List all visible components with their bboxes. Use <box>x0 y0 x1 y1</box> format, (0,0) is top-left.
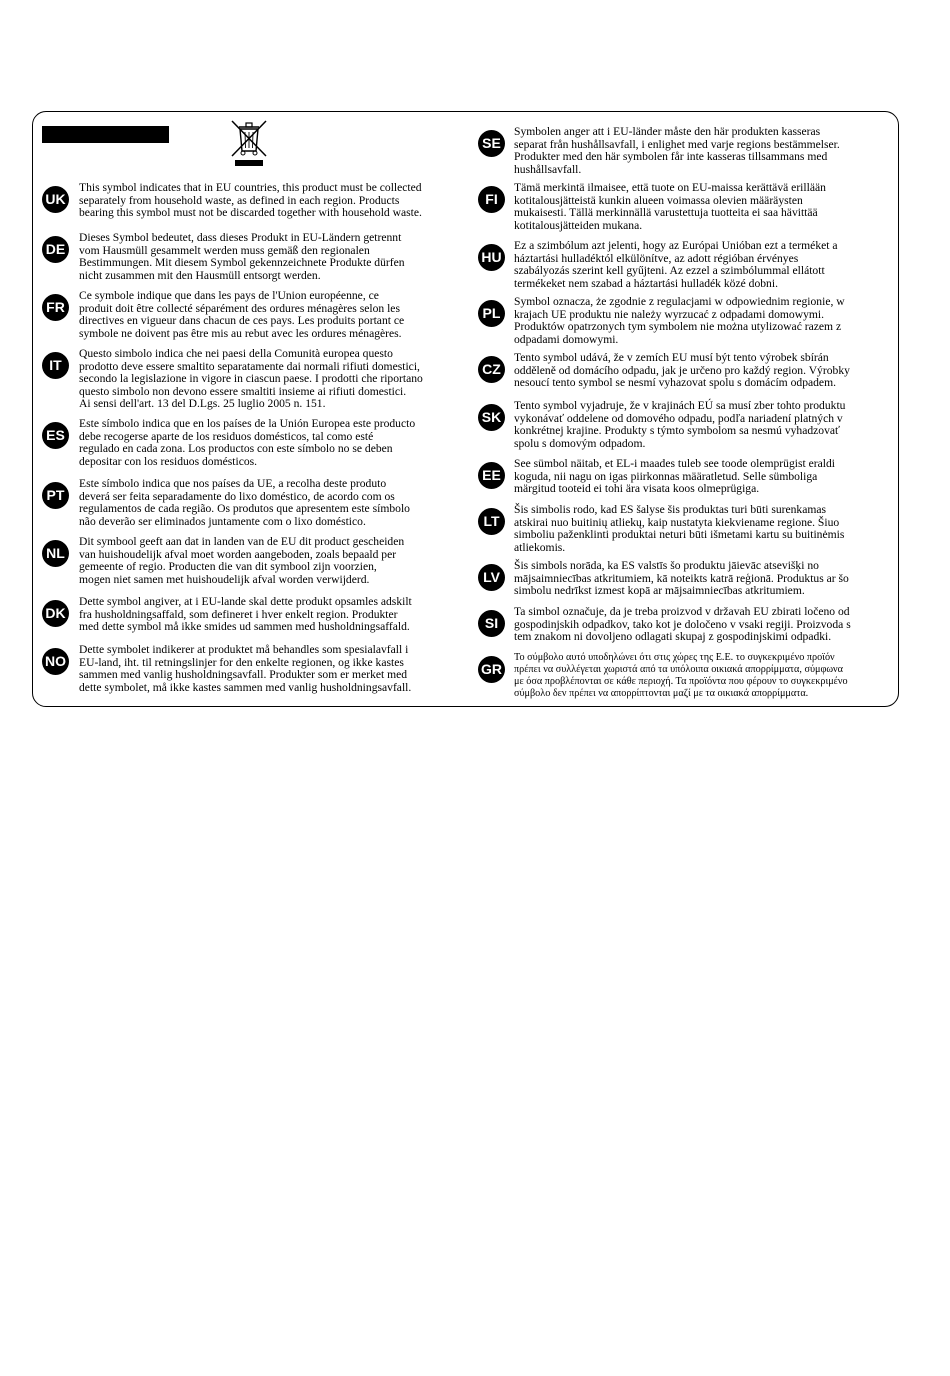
notice-text-pl: Symbol oznacza, że zgodnie z regulacjami w odpowiednim regionie, w krajach UE produktu nie należy wyrzucać z odpadami domowymi. Produktów opatrzonych tym symbolem nie można utylizować razem z odpadami domowymi. <box>514 295 845 346</box>
lang-badge-nl: NL <box>42 540 69 567</box>
lang-badge-cz: CZ <box>478 356 505 383</box>
notice-text-fr: Ce symbole indique que dans les pays de l'Union européenne, ce produit doit être collecté séparément des ordures ménagères selon les directives en vigueur dans chacun de ces pays. Les produits portant ce symbole ne doivent pas être mis au rebut avec les ordures ménagères. <box>79 289 405 340</box>
lang-badge-pl: PL <box>478 300 505 327</box>
notice-text-hu: Ez a szimbólum azt jelenti, hogy az Európai Unióban ezt a terméket a háztartási hulladéktól elkülönítve, az adott régióban érvényes szabályozás szerint kell gyűjteni. Az ezzel a szimbólummal ellátott termékeket nem szabad a háztartási hulladék közé dobni. <box>514 239 838 290</box>
notice-text-it: Questo simbolo indica che nei paesi della Comunità europea questo prodotto deve essere smaltito separatamente dai normali rifiuti domestici, secondo la legislazione in vigore in ciascun paese. I prodotti che riportano questo simbolo non devono essere smaltiti insieme ai rifiuti domestici. Ai sensi dell'art. 13 del D.Lgs. 25 luglio 2005 n. 151. <box>79 347 423 411</box>
notice-text-fi: Tämä merkintä ilmaisee, että tuote on EU-maissa kerättävä erillään kotitalousjätteistä kunkin alueen voimassa olevien määräysten mukaisesti. Tällä merkinnällä varustettuja tuotteita ei saa hävittää kotitalousjätteiden mukana. <box>514 181 826 232</box>
notice-text-lv: Šis simbols norāda, ka ES valstīs šo produktu jāievāc atsevišķi no mājsaimniecības atkritumiem, kā noteikts katrā reģionā. Produktus ar šo simbolu nedrīkst izmest kopā ar mājsaimniecības atkritumiem. <box>514 559 849 598</box>
notice-text-es: Este símbolo indica que en los países de la Unión Europea este producto debe recogerse aparte de los residuos domésticos, tal como esté regulado en cada zona. Los productos con este símbolo no se deben depositar con los residuos domésticos. <box>79 417 416 468</box>
weee-crossed-bin-icon <box>229 118 269 168</box>
notice-text-ee: See sümbol näitab, et EL-i maades tuleb see toode olemprügist eraldi koguda, nii nagu on igas piirkonnas määratletud. Selle sümboliga märgitud tooteid ei tohi ära visata koos olmeprügiga. <box>514 457 835 496</box>
notice-text-si: Ta simbol označuje, da je treba proizvod v državah EU zbirati ločeno od gospodinjskih odpadkov, tako kot je določeno v vsaki regiji. Proizvoda s tem znakom ni dovoljeno odlagati skupaj z gospodinjskimi odpadki. <box>514 605 851 644</box>
lang-badge-it: IT <box>42 352 69 379</box>
lang-badge-es: ES <box>42 422 69 449</box>
lang-badge-ee: EE <box>478 462 505 489</box>
lang-badge-gr: GR <box>478 656 505 683</box>
notice-text-sk: Tento symbol vyjadruje, že v krajinách EÚ sa musí zber tohto produktu vykonávať oddelene od domového odpadu, podľa nariadení platných v konkrétnej krajine. Produkty s týmto symbolom sa nesmú vyhadzovať spolu s domovým odpadom. <box>514 399 846 450</box>
notice-text-dk: Dette symbol angiver, at i EU-lande skal dette produkt opsamles adskilt fra husholdningsaffald, som defineret i hver enkelt region. Produkter med dette symbol må ikke smides ud sammen med husholdningsaffald. <box>79 595 412 634</box>
lang-badge-no: NO <box>42 648 69 675</box>
notice-text-de: Dieses Symbol bedeutet, dass dieses Produkt in EU-Ländern getrennt vom Hausmüll gesammelt werden muss gemäß den regionalen Bestimmungen. Mit diesem Symbol gekennzeichnete Produkte dürfen nicht zusammen mit den Hausmüll entsorgt werden. <box>79 231 405 282</box>
notice-text-gr: Το σύμβολο αυτό υποδηλώνει ότι στις χώρες της Ε.Ε. το συγκεκριμένο προϊόν πρέπει να συλλέγεται χωριστά από τα υπόλοιπα οικιακά απορρίμματα, σύμφωνα με όσα προβλέπονται σε κάθε περιοχή. Τα προϊόντα που φέρουν το συγκεκριμένο σύμβολο δεν πρέπει να απορρίπτονται μαζί με τα οικιακά απορρίμματα. <box>514 652 848 699</box>
notice-text-pt: Este símbolo indica que nos países da UE, a recolha deste produto deverá ser feita separadamente do lixo doméstico, de acordo com os regulamentos de cada região. Os produtos que apresentem este símbolo não deverão ser eliminados juntamente com o lixo doméstico. <box>79 477 410 528</box>
lang-badge-sk: SK <box>478 404 505 431</box>
lang-badge-lv: LV <box>478 564 505 591</box>
lang-badge-se: SE <box>478 130 505 157</box>
lang-badge-fi: FI <box>478 186 505 213</box>
lang-badge-pt: PT <box>42 482 69 509</box>
lang-badge-uk: UK <box>42 186 69 213</box>
notice-text-se: Symbolen anger att i EU-länder måste den här produkten kasseras separat från hushållsavfall, i enlighet med varje regions bestämmelser. Produkter med den här symbolen får inte kasseras tillsammans med hushållsavfall. <box>514 125 840 176</box>
lang-badge-fr: FR <box>42 294 69 321</box>
notice-text-lt: Šis simbolis rodo, kad ES šalyse šis produktas turi būti surenkamas atskirai nuo buitinių atliekų, kaip nustatyta kiekviename regione. Šiuo simboliu paženklinti produktai neturi būti išmetami kartu su buitinėmis atliekomis. <box>514 503 845 554</box>
lang-badge-dk: DK <box>42 600 69 627</box>
notice-text-cz: Tento symbol udává, že v zemích EU musí být tento výrobek sbírán odděleně od domácího odpadu, jak je určeno pro každý region. Výrobky nesoucí tento symbol se nesmí vyhazovat spolu s domácím odpadem. <box>514 351 850 390</box>
lang-badge-si: SI <box>478 610 505 637</box>
notice-text-uk: This symbol indicates that in EU countries, this product must be collected separately from household waste, as defined in each region. Products bearing this symbol must not be discarded together with household waste. <box>79 181 422 220</box>
lang-badge-lt: LT <box>478 508 505 535</box>
notice-text-no: Dette symbolet indikerer at produktet må behandles som spesialavfall i EU-land, iht. til retningslinjer for den enkelte regionen, og ikke kastes sammen med vanlig husholdningsavfall. Produkter som er merket med dette symbolet, må ikke kastes sammen med vanlig husholdningsavfall. <box>79 643 412 694</box>
notice-text-nl: Dit symbool geeft aan dat in landen van de EU dit product gescheiden van huishoudelijk afval moet worden aangeboden, zoals bepaald per gemeente of regio. Producten die van dit symbool zijn voorzien, mogen niet samen met huishoudelijk afval worden verwijderd. <box>79 535 405 586</box>
header-black-bar <box>42 126 169 143</box>
lang-badge-hu: HU <box>478 244 505 271</box>
lang-badge-de: DE <box>42 236 69 263</box>
